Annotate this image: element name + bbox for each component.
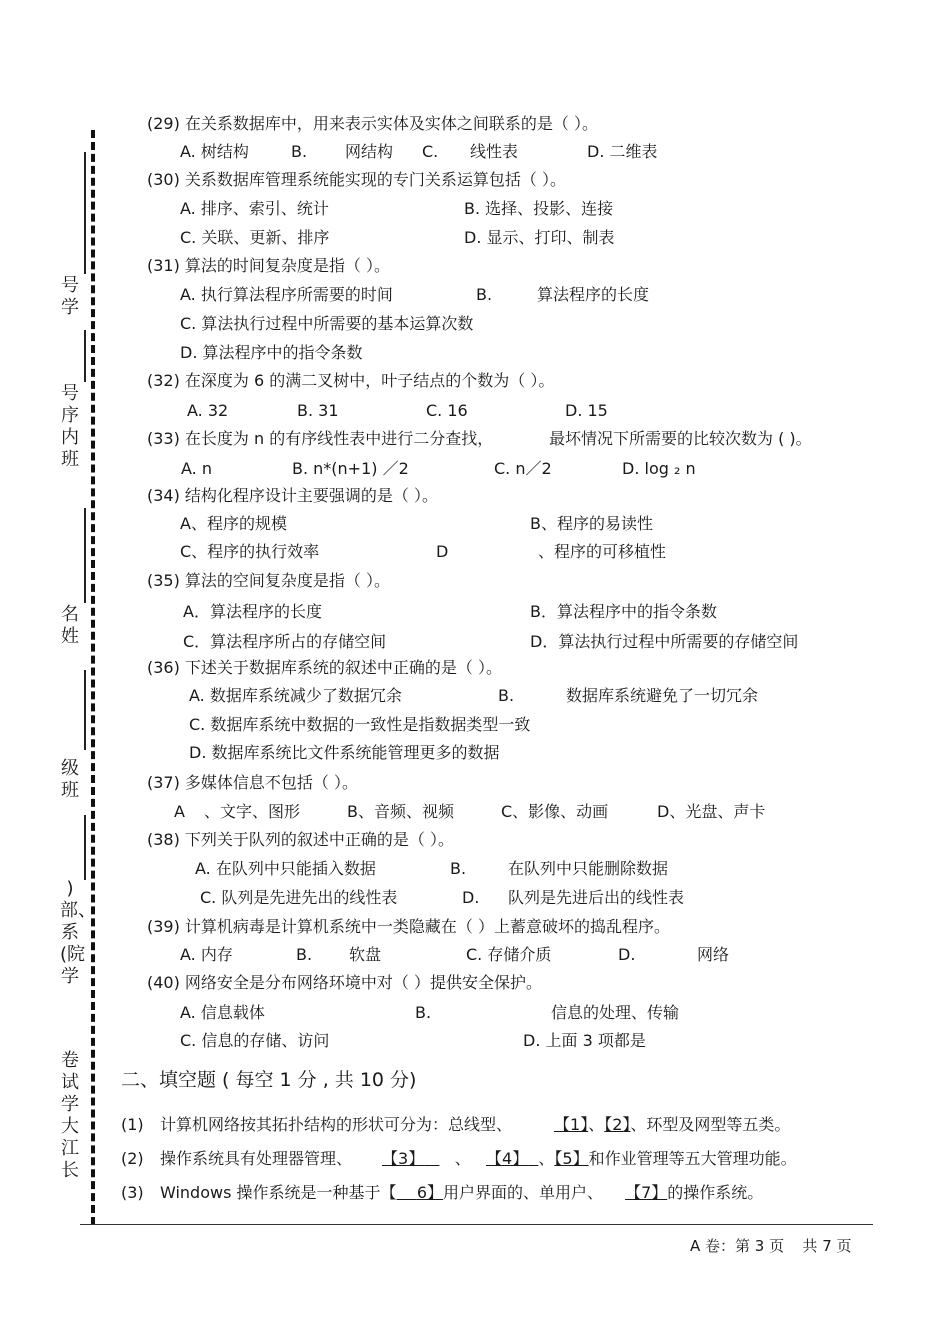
option: D.: [618, 945, 636, 964]
footer-rule: [80, 1224, 873, 1225]
option: 在队列中只能删除数据: [508, 859, 669, 878]
fill-sep: 、: [538, 1149, 555, 1168]
option: 信息的处理、传输: [551, 1003, 680, 1022]
option: D. 数据库系统比文件系统能管理更多的数据: [189, 743, 500, 762]
option: D. 显示、打印、制表: [464, 228, 615, 247]
fill-sep: 、: [454, 1149, 471, 1168]
fill-item-num: (2): [121, 1149, 144, 1168]
fill-item: [160, 1115, 790, 1135]
option: B、程序的易读性: [530, 514, 653, 533]
option: A. 执行算法程序所需要的时间: [180, 285, 393, 304]
blank: 6】: [416, 1183, 444, 1202]
option: C. n／2: [494, 459, 552, 478]
option: A: [174, 802, 185, 821]
option: C.: [422, 142, 439, 161]
blank: 【7】: [625, 1183, 668, 1202]
option: A. n: [181, 459, 212, 478]
blank: 【1】: [554, 1115, 589, 1134]
option: B．算法程序中的指令条数: [530, 602, 717, 621]
question-stem: (30) 关系数据库管理系统能实现的专门关系运算包括（ ）。: [147, 170, 567, 189]
question-stem: (37) 多媒体信息不包括（ ）。: [147, 773, 359, 792]
option: B.: [296, 945, 313, 964]
question-stem: (34) 结构化程序设计主要强调的是（ ）。: [147, 486, 439, 505]
binding-line: [84, 330, 86, 382]
option: D. 二维表: [587, 142, 658, 161]
sidebar-label-xuehao: 号学: [61, 275, 79, 318]
section-title: 二、填空题 ( 每空 1 分 , 共 10 分): [121, 1069, 417, 1091]
question-stem: (39) 计算机病毒是计算机系统中一类隐藏在（ ）上蓄意破坏的捣乱程序。: [147, 917, 671, 936]
option: D. 上面 3 项都是: [523, 1031, 646, 1050]
fill-item: [160, 1183, 763, 1203]
option: C. 信息的存储、访问: [180, 1031, 330, 1050]
option: A. 排序、索引、统计: [180, 199, 329, 218]
binding-line: [84, 152, 86, 274]
fill-text: 和作业管理等五大管理功能。: [588, 1149, 797, 1168]
option: 算法程序的长度: [537, 285, 650, 304]
option: D. 算法程序中的指令条数: [180, 343, 363, 362]
option: D: [436, 542, 449, 561]
option: C．算法程序所占的存储空间: [183, 632, 387, 651]
fill-text: 用户界面的、单用户、: [443, 1183, 604, 1202]
option: D、光盘、声卡: [657, 802, 766, 821]
option: B.: [476, 285, 493, 304]
option: C. 关联、更新、排序: [180, 228, 330, 247]
fill-item-num: (3): [121, 1183, 144, 1202]
option: B. n*(n+1) ／2: [292, 459, 409, 478]
question-stem: (36) 下述关于数据库系统的叙述中正确的是（ ）。: [147, 658, 503, 677]
option: B.: [291, 142, 308, 161]
option: A. 内存: [180, 945, 233, 964]
option: B.: [498, 686, 515, 705]
binding-line: [84, 815, 86, 880]
page-footer: [690, 1235, 856, 1256]
sidebar-label-xuhao: 号序内班: [61, 383, 79, 470]
option: 线性表: [470, 142, 519, 161]
fill-text: 计算机网络按其拓扑结构的形状可分为：总线型、: [160, 1115, 513, 1134]
option: 、程序的可移植性: [538, 542, 667, 561]
binding-line: [84, 670, 86, 750]
option: A. 在队列中只能插入数据: [195, 859, 376, 878]
option: 队列是先进后出的线性表: [508, 888, 685, 907]
option: D. log ₂ n: [622, 459, 696, 478]
option: C. 算法执行过程中所需要的基本运算次数: [180, 314, 474, 333]
fill-text: 操作系统具有处理器管理、: [160, 1149, 353, 1168]
option: C、程序的执行效率: [180, 542, 320, 561]
fill-sep: 、: [588, 1115, 605, 1134]
question-stem-tail: 最坏情况下所需要的比较次数为 ( )。: [549, 429, 812, 448]
question-stem: (33) 在长度为 n 的有序线性表中进行二分查找，: [147, 429, 494, 448]
question-stem: (29) 在关系数据库中，用来表示实体及实体之间联系的是（ ）。: [147, 114, 599, 133]
question-stem: (38) 下列关于队列的叙述中正确的是（ ）。: [147, 830, 455, 849]
option: 软盘: [349, 945, 382, 964]
fill-item-num: (1): [121, 1115, 144, 1134]
option: C. 16: [426, 401, 468, 420]
option: C. 队列是先进先出的线性表: [200, 888, 398, 907]
page-total: 共 7 页: [802, 1237, 852, 1255]
fill-text: Windows 操作系统是一种基于【: [160, 1183, 397, 1202]
question-stem: (35) 算法的空间复杂度是指（ ）。: [147, 571, 391, 590]
option: D.: [462, 888, 480, 907]
fill-item: [160, 1149, 797, 1169]
blank: 【4】: [486, 1149, 529, 1168]
sidebar-label-school: 卷试学大江长: [61, 1050, 79, 1181]
question-stem: (32) 在深度为 6 的满二叉树中，叶子结点的个数为（ ）。: [147, 371, 555, 390]
fill-text: 的操作系统。: [667, 1183, 764, 1202]
option: D. 15: [565, 401, 608, 420]
sidebar-label-xingming: 名姓: [61, 604, 79, 647]
page-number: A 卷：第 3 页: [690, 1237, 785, 1255]
option: B.: [415, 1003, 432, 1022]
blank: 【2】: [604, 1115, 631, 1134]
blank: 【5】: [554, 1149, 589, 1168]
question-stem: (40) 网络安全是分布网络环境中对（ ）提供安全保护。: [147, 973, 543, 992]
option: A. 信息载体: [180, 1003, 265, 1022]
option: C. 存储介质: [466, 945, 552, 964]
option: A. 树结构: [180, 142, 249, 161]
option: C、影像、动画: [501, 802, 609, 821]
question-stem: (31) 算法的时间复杂度是指（ ）。: [147, 256, 391, 275]
fill-text: 、环型及网型等五类。: [630, 1115, 791, 1134]
option: A、程序的规模: [180, 514, 287, 533]
sidebar-label-banji: 级班: [61, 758, 79, 801]
option: B. 选择、投影、连接: [464, 199, 614, 218]
option: B. 31: [297, 401, 339, 420]
option: 网络: [697, 945, 730, 964]
sidebar-label-xibu: )部、系(院学: [60, 878, 96, 987]
option: C. 数据库系统中数据的一致性是指数据类型一致: [189, 715, 531, 734]
option: 、文字、图形: [204, 802, 301, 821]
option: A. 32: [187, 401, 229, 420]
blank: 【3】: [382, 1149, 425, 1168]
option: B、音频、视频: [347, 802, 454, 821]
binding-line: [84, 508, 86, 603]
option: A. 数据库系统减少了数据冗余: [189, 686, 402, 705]
option: D．算法执行过程中所需要的存储空间: [530, 632, 799, 651]
option: A．算法程序的长度: [183, 602, 322, 621]
option: 数据库系统避免了一切冗余: [566, 686, 759, 705]
option: B.: [450, 859, 467, 878]
option: 网结构: [345, 142, 394, 161]
binding-dashed-line: [91, 130, 95, 1225]
